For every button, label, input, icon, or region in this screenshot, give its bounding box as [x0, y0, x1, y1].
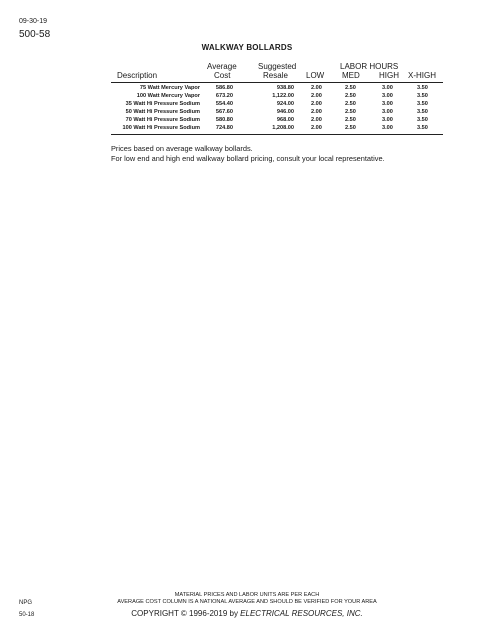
description-cell: 100 Watt Mercury Vapor [136, 93, 200, 99]
average-cost-cell: 567.60 [215, 109, 233, 115]
table-row [111, 100, 443, 108]
table-body [111, 84, 443, 135]
labor-low-cell: 2.00 [311, 109, 322, 115]
suggested-resale-cell: 946.00 [276, 109, 294, 115]
page-date: 09-30-19 [19, 18, 48, 25]
average-cost-cell: 673.20 [215, 93, 233, 99]
note-line: For low end and high end walkway bollard pricing, consult your local representative. [111, 153, 385, 163]
table-row [111, 92, 443, 100]
suggested-resale-cell: 1,208.00 [272, 125, 294, 131]
description-cell: 35 Watt Hi Pressure Sodium [125, 101, 200, 107]
average-header-line1: Average [207, 62, 237, 71]
average-cost-cell: 554.40 [215, 101, 233, 107]
average-cost-cell: 586.80 [215, 85, 233, 91]
labor-xhigh-cell: 3.50 [417, 101, 428, 107]
suggested-resale-cell: 1,122.00 [272, 93, 294, 99]
labor-low-cell: 2.00 [311, 125, 322, 131]
average-cost-cell: 724.80 [215, 125, 233, 131]
labor-med-cell: 2.50 [345, 85, 356, 91]
labor-xhigh-cell: 3.50 [417, 109, 428, 115]
footer-code: NPG [19, 600, 33, 606]
description-cell: 100 Watt Hi Pressure Sodium [122, 125, 200, 131]
low-header: LOW [306, 71, 325, 80]
labor-med-cell: 2.50 [345, 109, 356, 115]
average-cost-cell: 580.80 [215, 117, 233, 123]
average-header-line2: Cost [214, 71, 231, 80]
labor-xhigh-cell: 3.50 [417, 117, 428, 123]
labor-high-cell: 3.00 [382, 125, 393, 131]
labor-high-cell: 3.00 [382, 85, 393, 91]
labor-high-cell: 3.00 [382, 101, 393, 107]
labor-med-cell: 2.50 [345, 125, 356, 131]
suggested-header-line2: Resale [263, 71, 288, 80]
table-row [111, 108, 443, 116]
high-header: HIGH [379, 71, 399, 80]
copyright-company: ELECTRICAL RESOURCES, INC. [240, 609, 363, 618]
labor-med-cell: 2.50 [345, 117, 356, 123]
description-cell: 50 Watt Hi Pressure Sodium [125, 109, 200, 115]
labor-low-cell: 2.00 [311, 85, 322, 91]
footer-page-ref: 50-18 [19, 612, 35, 618]
labor-high-cell: 3.00 [382, 109, 393, 115]
page-title: WALKWAY BOLLARDS [201, 43, 293, 52]
labor-xhigh-cell: 3.50 [417, 85, 428, 91]
suggested-resale-cell: 938.80 [276, 85, 294, 91]
labor-med-cell: 2.50 [345, 93, 356, 99]
footer-notice-line1: MATERIAL PRICES AND LABOR UNITS ARE PER EACH [174, 592, 320, 598]
labor-high-cell: 3.00 [382, 117, 393, 123]
description-cell: 70 Watt Hi Pressure Sodium [125, 117, 200, 123]
copyright-prefix: COPYRIGHT © 1996-2019 by [131, 609, 241, 618]
notes [111, 144, 385, 163]
description-header: Description [117, 71, 158, 80]
table-row [111, 124, 443, 132]
xhigh-header: X-HIGH [408, 71, 436, 80]
page-number: 500-58 [19, 29, 51, 40]
suggested-resale-cell: 924.00 [276, 101, 294, 107]
med-header: MED [342, 71, 360, 80]
labor-xhigh-cell: 3.50 [417, 125, 428, 131]
labor-med-cell: 2.50 [345, 101, 356, 107]
footer-notice-line2: AVERAGE COST COLUMN IS A NATIONAL AVERAGE AND SHOULD BE VERIFIED FOR YOUR AREA [117, 599, 377, 605]
labor-xhigh-cell: 3.50 [417, 93, 428, 99]
labor-low-cell: 2.00 [311, 117, 322, 123]
suggested-header-line1: Suggested [258, 62, 297, 71]
table-row [111, 116, 443, 124]
labor-low-cell: 2.00 [311, 101, 322, 107]
footer-copyright [0, 609, 494, 618]
description-cell: 75 Watt Mercury Vapor [139, 85, 200, 91]
labor-high-cell: 3.00 [382, 93, 393, 99]
table-row [111, 84, 443, 92]
note-line: Prices based on average walkway bollards. [111, 144, 253, 153]
labor-hours-header: LABOR HOURS [340, 62, 399, 71]
table-header [111, 61, 443, 83]
labor-low-cell: 2.00 [311, 93, 322, 99]
suggested-resale-cell: 968.00 [276, 117, 294, 123]
